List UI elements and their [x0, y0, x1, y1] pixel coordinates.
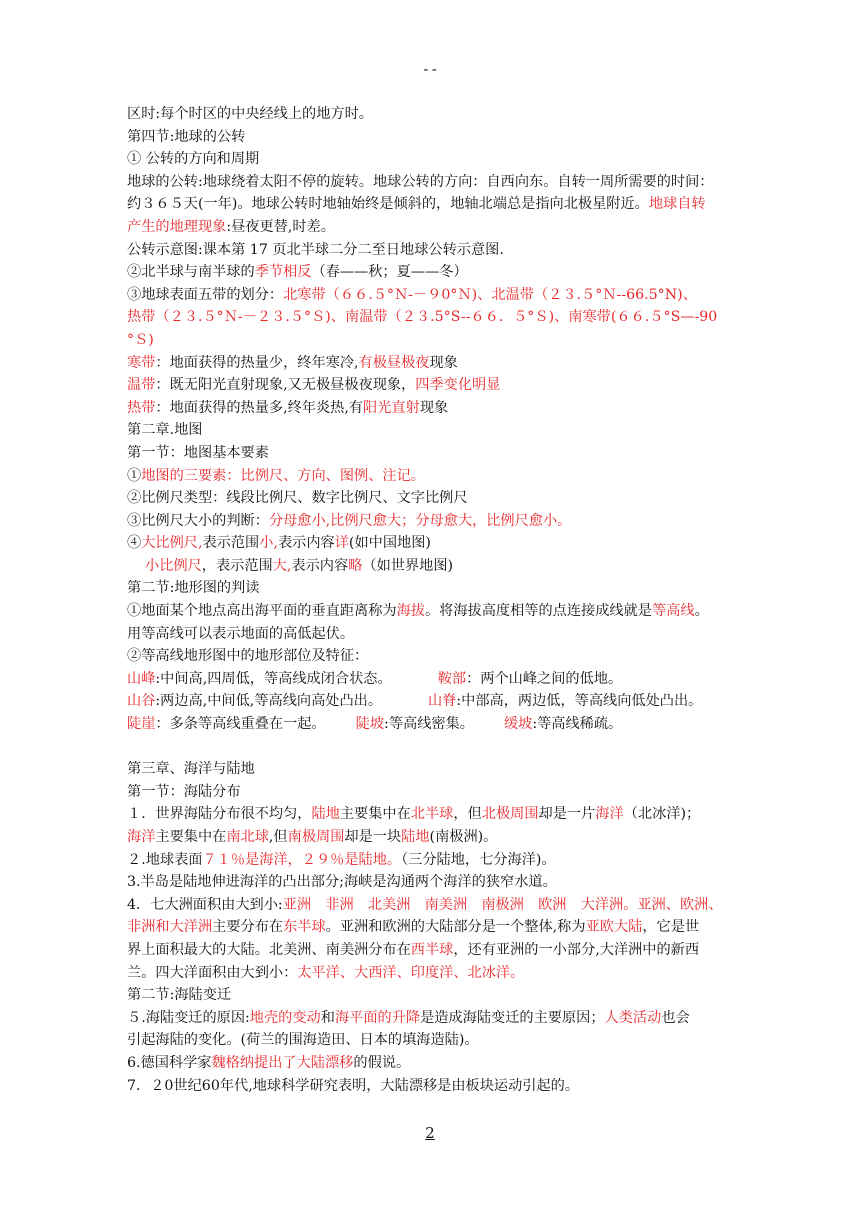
text-line — [127, 532, 747, 555]
highlighted-text: 四季变化明显 — [415, 377, 501, 394]
text-line — [127, 193, 747, 216]
body-text: （春——秋；夏——冬） — [311, 264, 468, 281]
highlighted-text: 有极昼极夜 — [358, 354, 430, 371]
highlighted-text: 分母愈小,比例尺愈大；分母愈大，比例尺愈小。 — [268, 512, 572, 529]
highlighted-text: 略 — [348, 557, 363, 574]
highlighted-text: ７１％是海洋，２９％是陆地。 — [202, 851, 402, 868]
text-line — [127, 239, 747, 262]
highlighted-text: 北极周围 — [481, 806, 539, 823]
body-text: 第一节：地图基本要素 — [127, 444, 269, 461]
highlighted-text: 鞍部 — [437, 670, 467, 687]
text-line — [127, 352, 747, 375]
body-text: :中间高,四周低，等高线成闭合状态。 — [155, 670, 392, 687]
text-line — [127, 758, 747, 781]
body-text: 的假说。 — [353, 1054, 411, 1071]
text-line — [127, 577, 747, 600]
body-text: 和 — [320, 1009, 335, 1026]
highlighted-text: 陆地 — [401, 829, 430, 845]
body-text: ５.海陆变迁的原因: — [127, 1009, 250, 1026]
text-line — [127, 690, 747, 713]
body-text: ：地面获得的热量多,终年炎热,有 — [155, 399, 364, 416]
highlighted-text: 热带（２３.５°Ｎ-－２３.５°Ｓ)、南温带（２３.5°S--６６．５°Ｓ)、南寒带(６６.５°S—-90 — [127, 309, 718, 326]
body-text: ,但 — [268, 829, 288, 845]
text-line — [127, 419, 747, 442]
text-line — [127, 555, 747, 578]
highlighted-text: 魏格纳提出了大陆漂移 — [211, 1054, 354, 1071]
highlighted-text: 地图的三要素：比例尺、方向、图例、注记。 — [141, 467, 425, 484]
body-text: 兰。四大洋面积由大到小： — [127, 964, 298, 981]
body-text: ① 公转的方向和周期 — [127, 151, 260, 168]
body-text: 却是一片 — [538, 806, 596, 823]
body-text: 7．２0世纪60年代,地球科学研究表明，大陆漂移是由板块运动引起的。 — [127, 1077, 580, 1094]
text-line — [127, 261, 747, 284]
body-text: ，表示范围 — [201, 557, 273, 574]
body-text: 。将海拔高度相等的点连接成线就是 — [424, 603, 652, 620]
body-text: :中部高，两边低，等高线向低处凸出。 — [456, 693, 703, 710]
body-text: :两边高,中间低,等高线向高处凸出。 — [155, 693, 383, 710]
highlighted-text: 南北球 — [226, 829, 269, 845]
body-text: ，但 — [453, 806, 482, 823]
highlighted-text: 小, — [259, 535, 278, 552]
highlighted-text: 西半球 — [410, 941, 454, 958]
body-text: 4．七大洲面积由大到小: — [127, 896, 283, 913]
text-line — [127, 284, 747, 307]
highlighted-text: 山谷 — [127, 693, 156, 710]
body-text: ，它是世 — [642, 919, 700, 936]
text-line — [127, 1052, 747, 1075]
highlighted-text: 大, — [272, 557, 292, 574]
body-text: 3.半岛是陆地伸进海洋的凸出部分;海峡是沟通两个海洋的狭窄水道。 — [127, 874, 557, 891]
highlighted-text: 温带 — [127, 377, 156, 394]
text-line — [127, 510, 747, 533]
highlighted-text: 人类活动 — [604, 1009, 662, 1026]
body-text: 用等高线可以表示地面的高低起伏。 — [127, 625, 355, 642]
body-text: 主要集中在 — [155, 829, 227, 845]
body-text: 表示内容 — [277, 535, 335, 552]
highlighted-text: 南极周围 — [287, 829, 345, 845]
highlighted-text: 陡坡 — [355, 716, 385, 733]
highlighted-text: 阳光直射 — [363, 399, 420, 416]
highlighted-text: 非洲和大洋洲 — [127, 919, 213, 936]
body-text: 。 — [694, 603, 709, 620]
text-line — [127, 849, 747, 872]
text-line — [127, 668, 747, 691]
body-text: 表示内容 — [291, 557, 349, 574]
highlighted-text: 地球自转 — [648, 196, 706, 213]
body-text: ①地面某个地点高出海平面的垂直距离称为 — [127, 603, 397, 620]
body-text: 第二节:地形图的判读 — [127, 580, 260, 597]
text-line — [127, 600, 747, 623]
body-text: ：多条等高线重叠在一起。 — [155, 716, 326, 733]
text-line — [127, 645, 747, 668]
body-text: 。亚洲和欧洲的大陆部分是一个整体,称为 — [325, 919, 586, 936]
highlighted-text: 详 — [334, 535, 349, 552]
highlighted-text: 亚欧大陆 — [585, 919, 643, 936]
body-text: 主要集中在 — [339, 806, 411, 823]
highlighted-text: 海洋 — [595, 806, 624, 823]
highlighted-text: 陡崖 — [127, 716, 156, 733]
body-text: (南极洲)。 — [429, 829, 498, 845]
text-line — [127, 1029, 747, 1052]
highlighted-text: 北寒带（６６.５°Ｎ-－９0°Ｎ)、北温带（２３.５°Ｎ--66.5°N)、 — [283, 286, 697, 303]
body-text: （北冰洋)； — [623, 806, 701, 823]
text-line — [127, 1075, 747, 1098]
body-text: 地球的公转:地球绕着太阳不停的旋转。地球公转的方向：自西向东。自转一周所需要的时间： — [127, 173, 714, 190]
text-line — [127, 826, 747, 849]
body-text: ① — [127, 467, 142, 484]
text-line — [127, 713, 747, 736]
page-number: 2 — [425, 1124, 435, 1142]
body-text: ２.地球表面 — [127, 851, 203, 868]
text-line — [127, 894, 747, 917]
text-line — [127, 781, 747, 804]
body-text: :昼夜更替,时差。 — [226, 218, 335, 235]
blank-line — [127, 736, 747, 759]
text-line — [127, 984, 747, 1007]
body-text: ②比例尺类型：线段比例尺、数字比例尺、文字比例尺 — [127, 490, 468, 507]
body-text: 约３６５天(一年)。地球公转时地轴始终是倾斜的，地轴北端总是指向北极星附近。 — [127, 196, 649, 213]
highlighted-text: 海洋 — [127, 829, 156, 845]
body-text: 主要分布在 — [212, 919, 284, 936]
highlighted-text: 东半球 — [283, 919, 326, 936]
text-line — [127, 962, 747, 985]
body-text: 公转示意图:课本第 17 页北半球二分二至日地球公转示意图. — [127, 241, 504, 258]
page-header-mark: -- — [421, 62, 439, 78]
highlighted-text: 北半球 — [410, 806, 454, 823]
text-line — [127, 216, 747, 239]
body-text: 区时:每个时区的中央经线上的地方时。 — [127, 106, 373, 122]
text-line — [127, 442, 747, 465]
highlighted-text: 地壳的变动 — [249, 1009, 321, 1026]
body-text: （如世界地图) — [362, 557, 454, 574]
body-text: ④ — [127, 535, 142, 552]
body-text: ：两个山峰之间的低地。 — [466, 670, 623, 687]
body-text: ：地面获得的热量少，终年寒冷, — [155, 354, 359, 371]
highlighted-text: °Ｓ) — [127, 331, 154, 348]
highlighted-text: 亚洲 非洲 北美洲 南美洲 南极洲 欧洲 大洋洲。亚洲、欧洲、 — [282, 896, 723, 913]
highlighted-text: 等高线 — [651, 603, 695, 620]
highlighted-text: 陆地 — [311, 806, 340, 823]
body-text: 第三章、海洋与陆地 — [127, 761, 255, 778]
body-text: （三分陆地，七分海洋)。 — [401, 851, 556, 868]
body-text: :等高线密集。 — [384, 716, 474, 733]
body-text: 是造成海陆变迁的主要原因； — [420, 1009, 605, 1026]
body-text: １．世界海陆分布很不均匀， — [127, 806, 312, 823]
body-text: 6.德国科学家 — [127, 1054, 212, 1071]
body-text: ，还有亚洲的一小部分,大洋洲中的新西 — [453, 941, 700, 958]
body-text: 第一节：海陆分布 — [127, 783, 241, 800]
text-line — [127, 397, 747, 420]
highlighted-text: 小比例尺 — [145, 557, 202, 574]
text-line — [127, 126, 747, 149]
text-line — [127, 939, 747, 962]
text-line — [127, 916, 747, 939]
body-text: ③地球表面五带的划分： — [127, 286, 284, 303]
text-line — [127, 306, 747, 329]
body-text: ②等高线地形图中的地形部位及特征： — [127, 648, 369, 665]
highlighted-text: 产生的地理现象 — [127, 218, 227, 235]
body-text: 却是一块 — [344, 829, 402, 845]
highlighted-text: 寒带 — [127, 354, 156, 371]
body-text: 界上面积最大的大陆。北美洲、南美洲分布在 — [127, 941, 411, 958]
highlighted-text: 山峰 — [127, 670, 156, 687]
body-text: ②北半球与南半球的 — [127, 264, 255, 281]
highlighted-text: 海拔 — [396, 603, 425, 620]
body-text: ③比例尺大小的判断： — [127, 512, 269, 529]
text-line — [127, 1007, 747, 1030]
text-line — [127, 487, 747, 510]
body-text: (如中国地图) — [348, 535, 431, 552]
body-text: 表示范围 — [202, 535, 260, 552]
body-text: :等高线稀疏。 — [532, 716, 623, 733]
body-text: 第二章.地图 — [127, 422, 203, 439]
text-line — [127, 871, 747, 894]
text-line — [127, 148, 747, 171]
body-text: ：既无阳光直射现象,又无极昼极夜现象， — [155, 377, 416, 394]
highlighted-text: 海平面的升降 — [334, 1009, 421, 1026]
text-line — [127, 803, 747, 826]
body-text: 也会 — [661, 1009, 690, 1026]
text-line — [127, 465, 747, 488]
highlighted-text: 山脊 — [428, 693, 457, 710]
highlighted-text: 季节相反 — [254, 264, 312, 281]
text-line — [127, 171, 747, 194]
body-text: 现象 — [429, 354, 458, 371]
body-text: 第四节:地球的公转 — [127, 128, 246, 145]
body-text: 引起海陆的变化。(荷兰的围海造田、日本的填海造陆)。 — [127, 1032, 479, 1049]
text-line — [127, 374, 747, 397]
text-line — [127, 103, 747, 126]
highlighted-text: 大比例尺, — [141, 535, 203, 552]
text-line — [127, 329, 747, 352]
text-line — [127, 623, 747, 646]
document-body — [127, 103, 747, 1097]
highlighted-text: 热带 — [127, 399, 156, 416]
body-text: 现象 — [419, 399, 449, 416]
body-text: 第二节:海陆变迁 — [127, 987, 232, 1004]
highlighted-text: 太平洋、大西洋、印度洋、北冰洋。 — [297, 964, 525, 981]
highlighted-text: 缓坡 — [503, 716, 533, 733]
